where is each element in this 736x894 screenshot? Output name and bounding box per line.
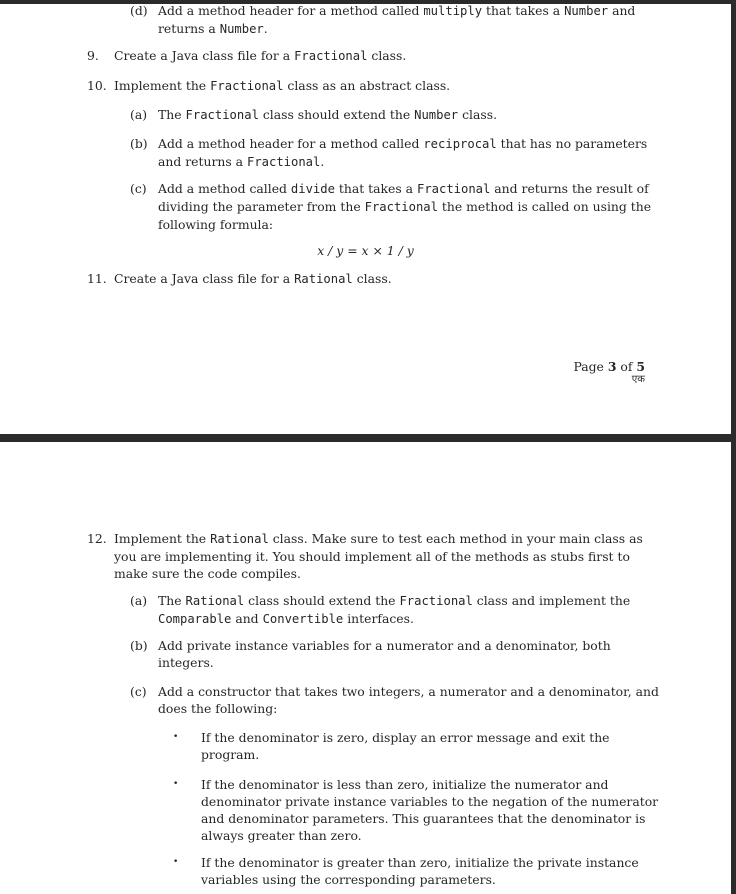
item-10a-text: The Fractional class should extend the Number class.: [158, 107, 498, 122]
page-3: [0, 0, 731, 434]
bullet-marker: •: [173, 857, 179, 867]
page-marker: एक: [631, 374, 645, 385]
item-9-number: 9.: [87, 48, 99, 63]
item-12a-label: (a): [130, 593, 148, 608]
item-12a-text: The Rational class should extend the Fractional class and implement the Comparable and Convertible interfaces.: [158, 593, 631, 626]
item-10-number: 10.: [87, 78, 107, 93]
bullet-marker: •: [173, 732, 179, 742]
bullet-item: If the denominator is zero, display an error message and exit the program.: [201, 730, 610, 762]
bullet-item: If the denominator is greater than zero, initialize the private instance variables using the corresponding parameters.: [201, 855, 639, 887]
item-10-text: Implement the Fractional class as an abstract class.: [114, 78, 451, 93]
item-11-text: Create a Java class file for a Rational class.: [114, 271, 392, 286]
item-10a-label: (a): [130, 107, 148, 122]
page-number: Page 3 of 5: [573, 359, 645, 374]
bullet-item: If the denominator is less than zero, initialize the numerator and denominator private instance variables to the negation of the numerator and denominator parameters. This guarantees that the denominator is always greater than zero.: [201, 777, 659, 843]
item-d-label: (d): [130, 3, 148, 18]
item-12b-text: Add private instance variables for a numerator and a denominator, both integers.: [158, 638, 611, 670]
item-12c-text: Add a constructor that takes two integers, a numerator and a denominator, and does the following:: [158, 684, 659, 716]
item-12c-label: (c): [130, 684, 147, 699]
item-9-text: Create a Java class file for a Fractional class.: [114, 48, 407, 63]
item-10c-text: Add a method called divide that takes a Fractional and returns the result of dividing the parameter from the Fractional the method is called on using the following formula:: [158, 181, 652, 232]
page-4: [0, 442, 731, 894]
item-10b-text: Add a method header for a method called reciprocal that has no parameters and returns a Fractional.: [158, 136, 648, 169]
page-footer: [573, 360, 645, 386]
item-12-text: Implement the Rational class. Make sure to test each method in your main class as you are implementing it. You should implement all of the methods as stubs first to make sure the code compiles.: [114, 531, 643, 581]
item-12-number: 12.: [87, 531, 107, 546]
item-10b-label: (b): [130, 136, 148, 151]
item-11-number: 11.: [87, 271, 107, 286]
item-12b-label: (b): [130, 638, 148, 653]
bullet-marker: •: [173, 779, 179, 789]
item-d-text: Add a method header for a method called multiply that takes a Number and returns a Number.: [158, 3, 636, 36]
item-10c-label: (c): [130, 181, 147, 196]
division-formula: x / y = x × 1 / y: [317, 243, 414, 258]
